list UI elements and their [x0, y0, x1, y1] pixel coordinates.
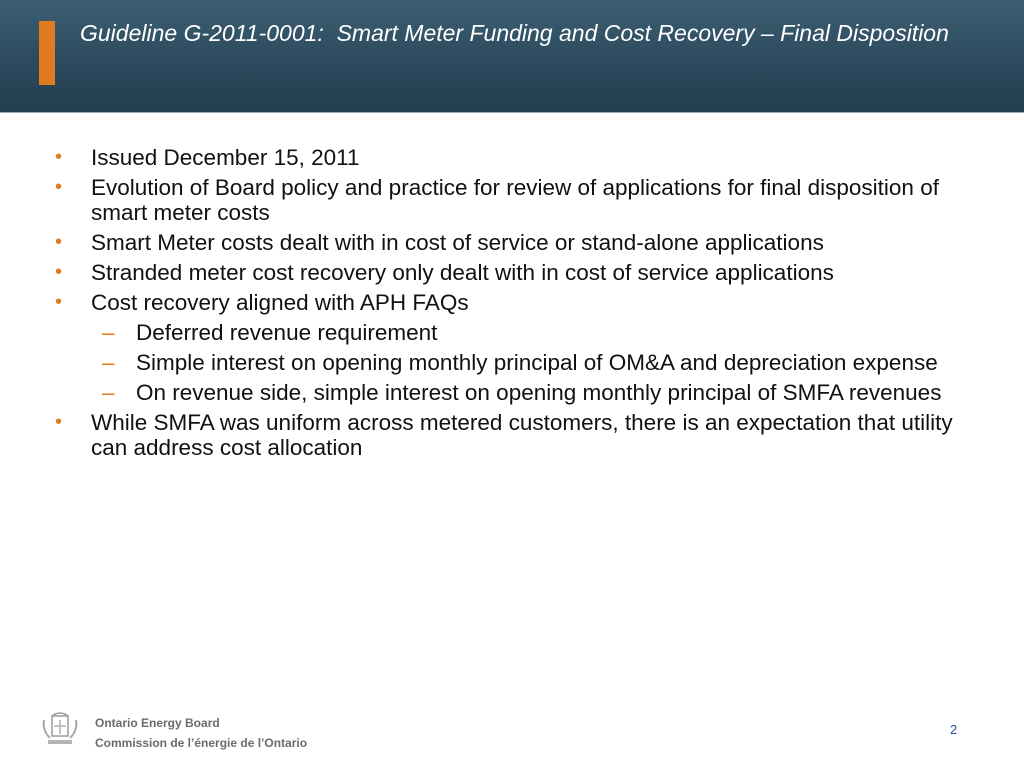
page-number: 2 — [950, 722, 958, 737]
bullet-item — [55, 145, 975, 170]
bullet-text: Issued December 15, 2011 — [91, 145, 360, 170]
bullet-text: Smart Meter costs dealt with in cost of service or stand-alone applications — [91, 230, 824, 255]
bullet-marker: • — [55, 146, 63, 168]
bullet-text: Stranded meter cost recovery only dealt with in cost of service applications — [91, 260, 834, 285]
bullet-text: Cost recovery aligned with APH FAQs — [91, 290, 469, 315]
org-name-french: Commission de l’énergie de l’Ontario — [95, 736, 308, 750]
bullet-text: While SMFA was uniform across metered customers, there is an expectation that utility can address cost allocation — [91, 410, 953, 460]
sub-bullet-text: On revenue side, simple interest on opening monthly principal of SMFA revenues — [136, 380, 942, 405]
org-name-english: Ontario Energy Board — [95, 716, 220, 730]
footer-org-name — [95, 713, 307, 753]
bullet-item — [55, 230, 975, 255]
bullet-marker: • — [55, 411, 63, 433]
bullet-marker: • — [55, 176, 63, 198]
bullet-item — [55, 290, 975, 315]
ontario-crest-icon — [40, 708, 80, 750]
dash-marker: – — [102, 350, 115, 375]
sub-bullet-item — [55, 350, 975, 375]
sub-bullet-text: Deferred revenue requirement — [136, 320, 438, 345]
sub-bullet-text: Simple interest on opening monthly principal of OM&A and depreciation expense — [136, 350, 938, 375]
bullet-marker: • — [55, 231, 63, 253]
bullet-item — [55, 175, 975, 225]
bullet-item — [55, 260, 975, 285]
dash-marker: – — [102, 380, 115, 405]
slide-title: Guideline G-2011-0001: Smart Meter Funding and Cost Recovery – Final Disposition — [80, 20, 949, 46]
bullet-marker: • — [55, 291, 63, 313]
bullet-text: Evolution of Board policy and practice for review of applications for final disposition of smart meter costs — [91, 175, 939, 225]
bullet-item — [55, 410, 975, 460]
bullet-marker: • — [55, 261, 63, 283]
header-accent-bar — [39, 21, 55, 85]
dash-marker: – — [102, 320, 115, 345]
slide-header — [0, 0, 1024, 113]
sub-bullet-item — [55, 320, 975, 345]
sub-bullet-item — [55, 380, 975, 405]
slide-content — [55, 145, 975, 465]
